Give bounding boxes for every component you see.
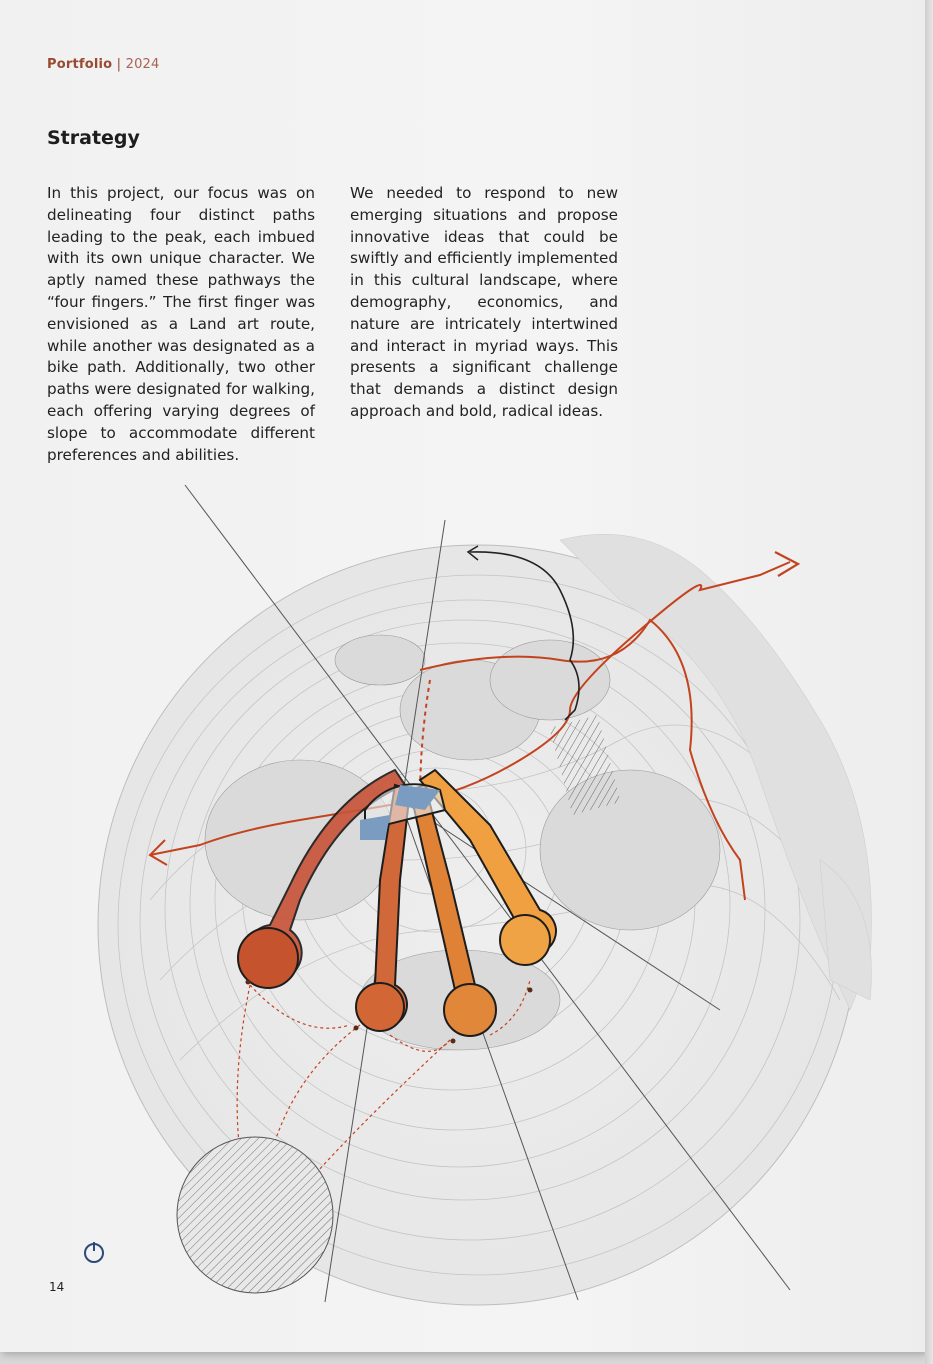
page-number: 14 <box>49 1280 65 1294</box>
body-column-right: We needed to respond to new emerging situations and propose innovative ideas that could be swiftly and efficiently implemented in this cultural landscape, where demography, economics, and nature are intricately intertwined and interact in myriad ways. This presents a significant challenge that demands a distinct design approach and bold, radical ideas. <box>350 184 618 420</box>
header-brand: Portfolio <box>47 57 113 72</box>
section-title: Strategy <box>47 127 140 149</box>
strategy-diagram <box>0 480 925 1310</box>
page-header <box>47 57 160 72</box>
power-icon <box>84 1243 104 1263</box>
body-column-left: In this project, our focus was on delineating four distinct paths leading to the peak, each imbued with its own unique character. We aptly named these pathways the “four fingers.” The first finger was envisioned as a Land art route, while another was designated as a bike path. Additionally, two other paths were designated for walking, each offering varying degrees of slope to accommodate different preferences and abilities. <box>47 184 315 464</box>
header-year: 2024 <box>125 57 160 72</box>
page-edge <box>925 0 933 1364</box>
header-separator: | <box>116 57 122 72</box>
